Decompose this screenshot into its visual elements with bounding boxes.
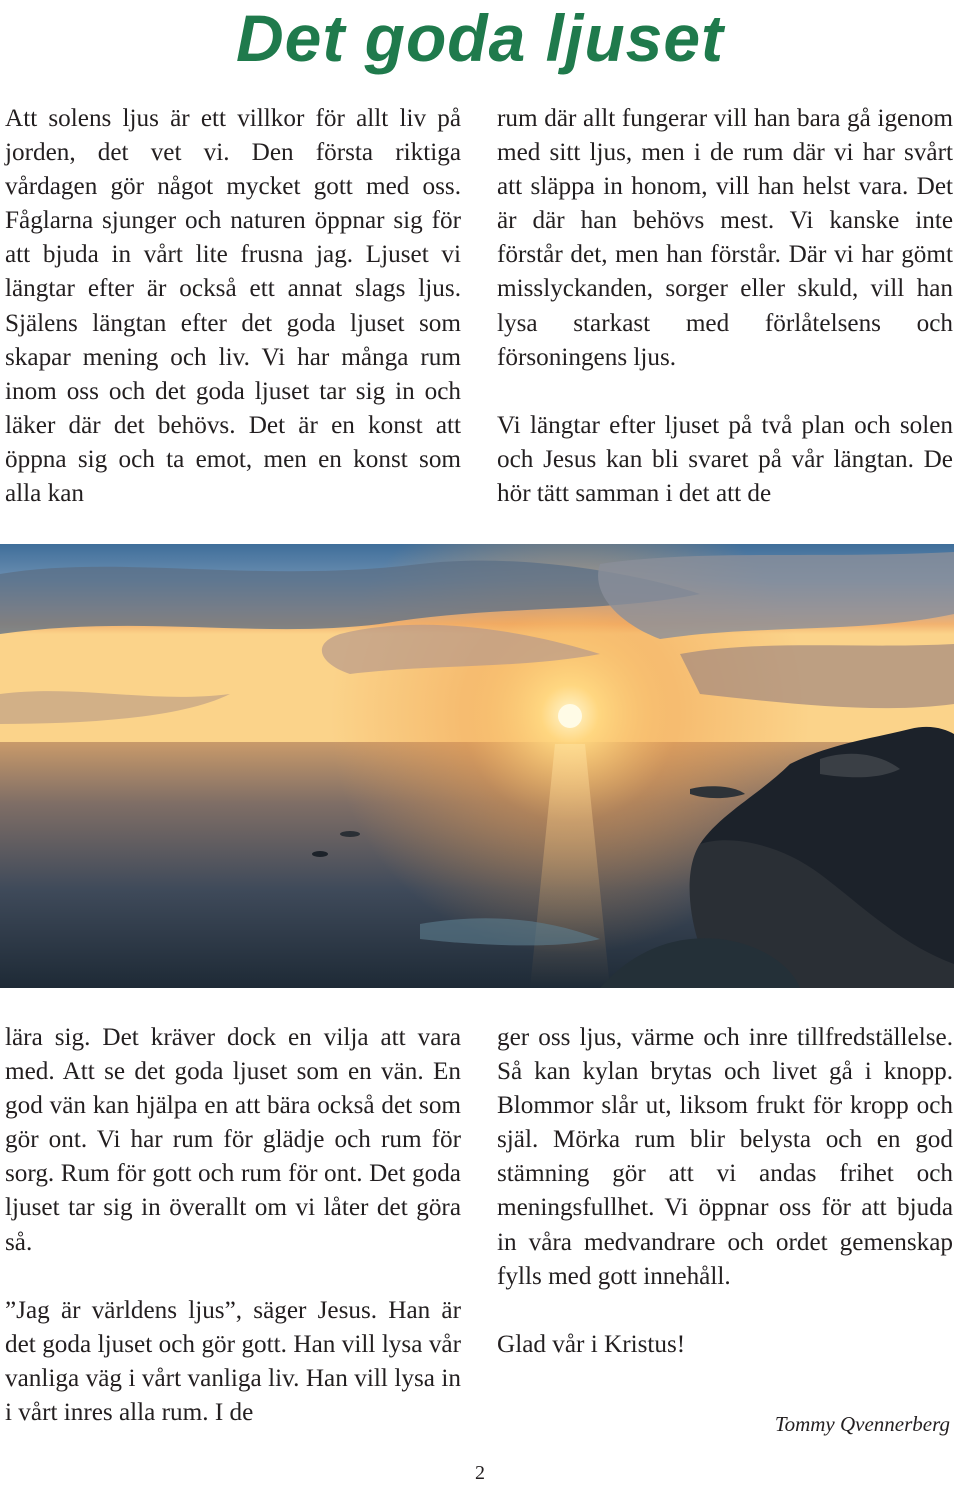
paragraph: Att solens ljus är ett villkor för allt liv på jorden, det vet vi. Den första riktiga vårdagen gör något mycket gott med oss. Fåglarna sjunger och naturen öppnar sig för att bjuda in vårt lite frusna jag. Ljuset vi längtar efter är också ett annat slags ljus. Själens längtan efter det goda ljuset som skapar mening och liv. Vi har många rum inom oss och det goda ljuset tar sig in och läker där det behövs. Det är en konst att öppna sig och ta emot, men en konst som alla kan (5, 105, 461, 508)
page-number: 2 (475, 1462, 485, 1484)
article-column-top-right (497, 102, 953, 511)
article-column-top-left (5, 102, 461, 511)
page-title: Det goda ljuset (235, 1, 725, 75)
paragraph: ”Jag är världens ljus”, säger Jesus. Han är det goda ljuset och gör gott. Han vill lysa vår vanliga väg i vårt vanliga liv. Han vill lysa in i vårt inres alla rum. I de (5, 1296, 461, 1427)
paragraph: rum där allt fungerar vill han bara gå igenom med sitt ljus, men i de rum där vi har svårt att släppa in honom, vill han helst vara. Det är där han behövs mest. Vi kanske inte förstår det, men han förstår. Där vi har gömt misslyckanden, sorger eller skuld, vill han lysa starkast med förlåtelsens och försoningens ljus. (497, 105, 953, 371)
article-column-bottom-left (5, 1021, 461, 1430)
paragraph: Vi längtar efter ljuset på två plan och solen och Jesus kan bli svaret på vår längtan. De hör tätt samman i det att de (497, 411, 953, 508)
article-column-bottom-right (497, 1021, 953, 1362)
paragraph: Glad vår i Kristus! (497, 1330, 686, 1358)
author-signature: Tommy Qvennerberg (774, 1412, 950, 1436)
paragraph: ger oss ljus, värme och inre tillfredställelse. Så kan kylan brytas och livet gå i knopp. Blommor slår ut, liksom frukt för kropp och själ. Mörka rum blir belysta och en god stämning gör att vi andas frihet och meningsfullhet. Vi öppnar oss för att bjuda in våra medvandrare och ordet gemenskap fylls med gott innehåll. (497, 1024, 953, 1290)
sunset-photo (0, 544, 954, 988)
paragraph: lära sig. Det kräver dock en vilja att vara med. Att se det goda ljuset som en vän. En god vän kan hjälpa en att bära också det som gör ont. Vi har rum för glädje och rum för sorg. Rum för gott och rum för ont. Det goda ljuset tar sig in överallt om vi låter det göra så. (5, 1024, 461, 1256)
